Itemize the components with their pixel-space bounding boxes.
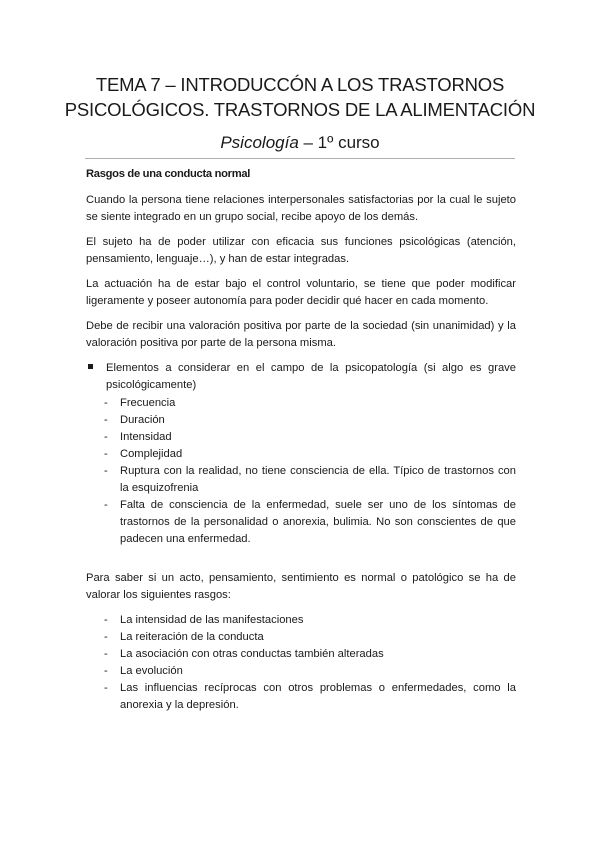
list-item-text: Complejidad [120, 448, 183, 460]
list-item [86, 463, 516, 497]
dash-icon: - [104, 665, 108, 677]
list-item [86, 429, 516, 446]
list-item [86, 680, 516, 714]
dash-icon: - [104, 448, 108, 460]
list-item-text: Intensidad [120, 431, 172, 443]
bullet-text: Elementos a considerar en el campo de la psicopatología (si algo es grave psicológicamente) [106, 362, 516, 391]
square-bullet-icon [88, 364, 93, 369]
list-item [86, 629, 516, 646]
dash-icon: - [104, 631, 108, 643]
list-item [86, 497, 516, 548]
paragraph: Debe de recibir una valoración positiva por parte de la sociedad (sin unanimidad) y la valoración positiva por parte de la persona misma. [86, 320, 516, 349]
paragraph: Cuando la persona tiene relaciones interpersonales satisfactorias por la cual le sujeto se siente integrado en un grupo social, recibe apoyo de los demás. [86, 194, 516, 223]
dash-icon: - [104, 499, 108, 511]
document-title [60, 72, 540, 122]
list-item [86, 612, 516, 629]
list-item [86, 395, 516, 412]
dash-icon: - [104, 648, 108, 660]
title-line-1: TEMA 7 – INTRODUCCÓN A LOS TRASTORNOS [95, 74, 505, 95]
spacer [86, 548, 516, 570]
dash-icon: - [104, 465, 108, 477]
list-item-text: Falta de consciencia de la enfermedad, suele ser uno de los síntomas de trastornos de la personalidad o anorexia, bulimia. No son conscientes de que padecen una enfermedad. [120, 499, 516, 545]
subject-name: Psicología [220, 133, 299, 152]
list-item [86, 646, 516, 663]
document-body [86, 166, 516, 714]
list-item-text: La reiteración de la conducta [120, 631, 264, 643]
list-item-text: Las influencias recíprocas con otros problemas o enfermedades, como la anorexia y la depresión. [120, 682, 516, 711]
bullet-item [86, 360, 516, 394]
paragraph: Para saber si un acto, pensamiento, sentimiento es normal o patológico se ha de valorar los siguientes rasgos: [86, 572, 516, 601]
dash-icon: - [104, 682, 108, 694]
rasgos-list [86, 612, 516, 714]
paragraph: El sujeto ha de poder utilizar con eficacia sus funciones psicológicas (atención, pensamiento, lenguaje…), y han de estar integradas. [86, 236, 516, 265]
course-label: – 1º curso [298, 133, 380, 152]
document-subtitle [60, 132, 540, 154]
list-item-text: Frecuencia [120, 397, 176, 409]
dash-icon: - [104, 431, 108, 443]
list-item [86, 412, 516, 429]
list-item [86, 446, 516, 463]
list-item-text: La intensidad de las manifestaciones [120, 614, 304, 626]
elements-list [86, 395, 516, 548]
list-item-text: Ruptura con la realidad, no tiene consciencia de ella. Típico de trastornos con la esquizofrenia [120, 465, 516, 494]
dash-icon: - [104, 397, 108, 409]
title-divider [85, 158, 515, 159]
list-item-text: La evolución [120, 665, 183, 677]
title-line-2: PSICOLÓGICOS. TRASTORNOS DE LA ALIMENTACIÓN [64, 99, 536, 120]
dash-icon: - [104, 614, 108, 626]
paragraph: La actuación ha de estar bajo el control voluntario, se tiene que poder modificar ligeramente y poseer autonomía para poder decidir qué hacer en cada momento. [86, 278, 516, 307]
list-item-text: La asociación con otras conductas también alteradas [120, 648, 384, 660]
section-heading: Rasgos de una conducta normal [86, 168, 251, 180]
dash-icon: - [104, 414, 108, 426]
list-item-text: Duración [120, 414, 165, 426]
list-item [86, 663, 516, 680]
